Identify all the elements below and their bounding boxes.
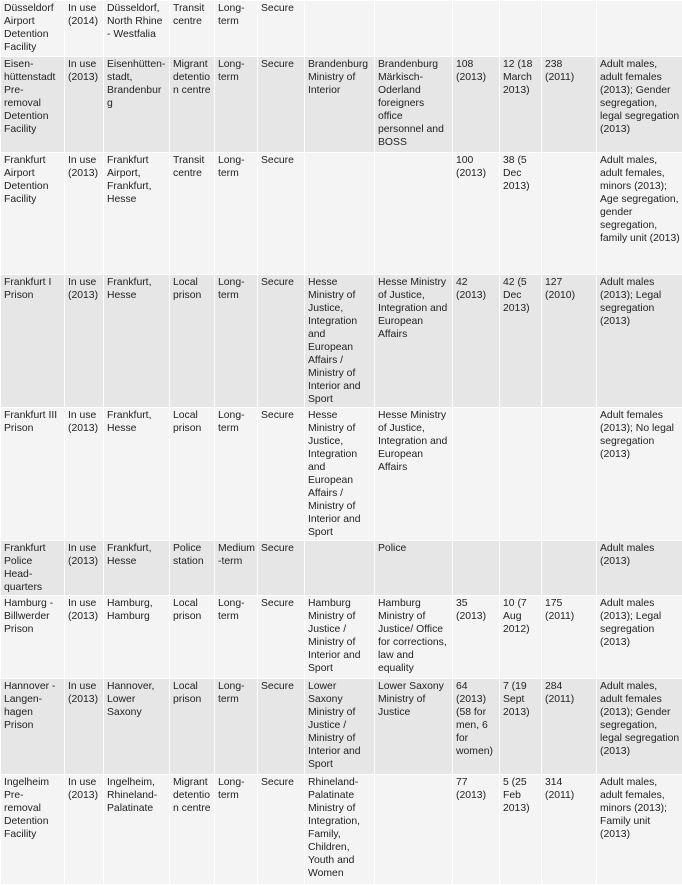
detainees-cell: 238 (2011) [542,57,597,153]
table-row [1,596,682,679]
facility-name-cell: Ingelheim Pre- removal Detention Facility [1,775,65,885]
status-cell: In use (2013) [65,153,104,275]
population-cell: 42 (5 Dec 2013) [500,275,542,408]
status-cell: In use (2013) [65,57,104,153]
table-row [1,1,682,57]
table-row [1,775,682,885]
location-cell: Frankfurt Airport, Frankfurt, Hesse [104,153,170,275]
detainees-cell [542,153,597,275]
categories-cell: Adult males, adult females (2013); Gender segregation, legal segregation (2013) [597,679,682,775]
authority-cell: Hesse Ministry of Justice, Integration and European Affairs / Ministry of Interior and Sport [305,275,375,408]
operator-cell [375,1,453,57]
authority-cell: Rhineland-Palatinate Ministry of Integration, Family, Children, Youth and Women [305,775,375,885]
security-cell: Secure [258,1,305,57]
security-cell: Secure [258,596,305,679]
population-cell: 7 (19 Sept 2013) [500,679,542,775]
authority-cell [305,1,375,57]
security-cell: Secure [258,275,305,408]
duration-cell: Medium-term [215,541,258,596]
population-cell [500,408,542,541]
type-cell: Local prison [170,408,215,541]
security-cell: Secure [258,679,305,775]
status-cell: In use (2013) [65,596,104,679]
authority-cell [305,541,375,596]
location-cell: Frankfurt, Hesse [104,541,170,596]
population-cell: 10 (7 Aug 2012) [500,596,542,679]
authority-cell: Hesse Ministry of Justice, Integration and European Affairs / Ministry of Interior and Sport [305,408,375,541]
capacity-cell: 42 (2013) [453,275,500,408]
authority-cell: Hamburg Ministry of Justice / Ministry of Interior and Sport [305,596,375,679]
categories-cell [597,1,682,57]
table-row [1,679,682,775]
duration-cell: Long-term [215,679,258,775]
table-row [1,275,682,408]
type-cell: Local prison [170,679,215,775]
type-cell: Local prison [170,275,215,408]
type-cell: Migrant detention centre [170,775,215,885]
capacity-cell: 64 (2013) (58 for men, 6 for women) [453,679,500,775]
duration-cell: Long-term [215,153,258,275]
operator-cell: Lower Saxony Ministry of Justice [375,679,453,775]
location-cell: Eisenhütten-stadt, Brandenburg [104,57,170,153]
operator-cell [375,775,453,885]
type-cell: Transit centre [170,1,215,57]
facility-name-cell: Frankfurt Airport Detention Facility [1,153,65,275]
status-cell: In use (2013) [65,679,104,775]
duration-cell: Long-term [215,1,258,57]
status-cell: In use (2013) [65,408,104,541]
detainees-cell: 314 (2011) [542,775,597,885]
type-cell: Migrant detention centre [170,57,215,153]
security-cell: Secure [258,153,305,275]
table-row [1,408,682,541]
table-row [1,57,682,153]
detainees-cell: 284 (2011) [542,679,597,775]
security-cell: Secure [258,57,305,153]
location-cell: Hamburg, Hamburg [104,596,170,679]
capacity-cell [453,541,500,596]
facility-name-cell: Frankfurt Police Head-quarters [1,541,65,596]
security-cell: Secure [258,775,305,885]
type-cell: Police station [170,541,215,596]
population-cell [500,541,542,596]
facility-name-cell: Eisen-hüttenstadt Pre- removal Detention Facility [1,57,65,153]
status-cell: In use (2013) [65,275,104,408]
facility-name-cell: Hamburg - Billwerder Prison [1,596,65,679]
authority-cell: Lower Saxony Ministry of Justice / Ministry of Interior and Sport [305,679,375,775]
categories-cell: Adult females (2013); No legal segregation (2013) [597,408,682,541]
capacity-cell [453,408,500,541]
categories-cell: Adult males, adult females (2013); Gender segregation, legal segregation (2013) [597,57,682,153]
location-cell: Hannover, Lower Saxony [104,679,170,775]
duration-cell: Long-term [215,408,258,541]
capacity-cell: 77 (2013) [453,775,500,885]
location-cell: Frankfurt, Hesse [104,275,170,408]
duration-cell: Long-term [215,57,258,153]
operator-cell: Brandenburg Märkisch-Oderland foreigners office personnel and BOSS [375,57,453,153]
categories-cell: Adult males (2013); Legal segregation (2013) [597,275,682,408]
operator-cell: Hamburg Ministry of Justice/ Office for corrections, law and equality [375,596,453,679]
population-cell [500,1,542,57]
status-cell: In use (2014) [65,1,104,57]
duration-cell: Long-term [215,775,258,885]
categories-cell: Adult males (2013); Legal segregation (2013) [597,596,682,679]
population-cell: 38 (5 Dec 2013) [500,153,542,275]
categories-cell: Adult males, adult females, minors (2013); Age segregation, gender segregation, family unit (2013) [597,153,682,275]
detainees-cell: 175 (2011) [542,596,597,679]
facility-name-cell: Frankfurt I Prison [1,275,65,408]
detainees-cell: 127 (2010) [542,275,597,408]
categories-cell: Adult males (2013) [597,541,682,596]
duration-cell: Long-term [215,275,258,408]
authority-cell: Brandenburg Ministry of Interior [305,57,375,153]
operator-cell: Police [375,541,453,596]
duration-cell: Long-term [215,596,258,679]
capacity-cell: 35 (2013) [453,596,500,679]
operator-cell [375,153,453,275]
detainees-cell [542,541,597,596]
facility-name-cell: Düsseldorf Airport Detention Facility [1,1,65,57]
capacity-cell: 108 (2013) [453,57,500,153]
operator-cell: Hesse Ministry of Justice, Integration and European Affairs [375,408,453,541]
security-cell: Secure [258,408,305,541]
location-cell: Ingelheim, Rhineland-Palatinate [104,775,170,885]
location-cell: Düsseldorf, North Rhine - Westfalia [104,1,170,57]
categories-cell: Adult males, adult females, minors (2013); Family unit (2013) [597,775,682,885]
table-row [1,153,682,275]
operator-cell: Hesse Ministry of Justice, Integration and European Affairs [375,275,453,408]
detainees-cell [542,1,597,57]
status-cell: In use (2013) [65,541,104,596]
table-body [1,1,682,885]
location-cell: Frankfurt, Hesse [104,408,170,541]
facility-name-cell: Frankfurt III Prison [1,408,65,541]
type-cell: Local prison [170,596,215,679]
facility-name-cell: Hannover - Langen-hagen Prison [1,679,65,775]
population-cell: 12 (18 March 2013) [500,57,542,153]
authority-cell [305,153,375,275]
type-cell: Transit centre [170,153,215,275]
capacity-cell [453,1,500,57]
capacity-cell: 100 (2013) [453,153,500,275]
status-cell: In use (2013) [65,775,104,885]
population-cell: 5 (25 Feb 2013) [500,775,542,885]
table-row [1,541,682,596]
detainees-cell [542,408,597,541]
security-cell: Secure [258,541,305,596]
